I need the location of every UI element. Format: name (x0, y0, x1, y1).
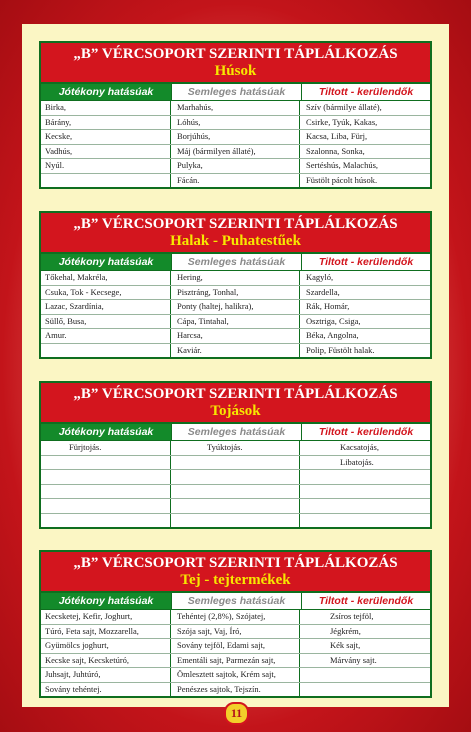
cell-neutral: Ementáli sajt, Parmezán sajt, (171, 654, 300, 668)
cell-neutral: Ponty (haltej, halikra), (171, 300, 300, 314)
cell-beneficial: Kecsketej, Kefir, Joghurt, (41, 610, 171, 624)
cell-avoid (300, 514, 430, 528)
cell-avoid: Jégkrém, (330, 625, 361, 636)
cell-avoid: Márvány sajt. (330, 654, 377, 665)
table-header (41, 43, 430, 84)
cell-neutral: Tyúktojás. (171, 441, 300, 455)
table-title: „B” VÉRCSOPORT SZERINTI TÁPLÁLKOZÁS (73, 555, 398, 571)
cell-beneficial: Bárány, (41, 116, 171, 130)
column-headers (41, 593, 430, 610)
table-row (41, 683, 430, 697)
col-avoid: Tiltott - kerülendők (302, 84, 430, 100)
cell-beneficial: Kecske sajt, Kecsketúró, (41, 654, 171, 668)
cell-neutral (171, 485, 300, 499)
column-headers (41, 424, 430, 441)
col-avoid: Tiltott - kerülendők (302, 424, 430, 440)
cell-beneficial (41, 174, 171, 188)
cell-neutral: Penészes sajtok, Tejszín. (171, 683, 300, 697)
cell-avoid: Osztriga, Csiga, (306, 315, 361, 326)
cell-beneficial: Süllő, Busa, (41, 315, 171, 329)
cell-neutral (171, 514, 300, 528)
table-row (41, 514, 430, 528)
cell-beneficial: Fürjtojás. (41, 441, 171, 455)
cell-avoid: Sertéshús, Malachús, (306, 160, 379, 170)
cell-avoid: Csirke, Tyúk, Kakas, (306, 116, 378, 127)
cell-neutral: Pulyka, (171, 159, 300, 173)
cell-beneficial: Birka, (41, 101, 171, 115)
table-row (41, 130, 430, 145)
table-row (41, 300, 430, 315)
cell-beneficial: Csuka, Tok - Kecsege, (41, 286, 171, 300)
cell-beneficial (41, 514, 171, 528)
table-row (41, 344, 430, 358)
col-neutral: Semleges hatásúak (172, 254, 302, 270)
table-row (41, 456, 430, 471)
cell-beneficial (41, 456, 171, 470)
cell-neutral: Ömlesztett sajtok, Krém sajt, (171, 668, 300, 682)
table-row (41, 625, 430, 640)
cell-avoid: Szalonna, Sonka, (306, 145, 365, 156)
cell-avoid (300, 683, 430, 697)
cell-beneficial: Gyümölcs joghurt, (41, 639, 171, 653)
cell-beneficial: Vadhús, (41, 145, 171, 159)
table-row (41, 101, 430, 116)
col-neutral: Semleges hatásúak (172, 424, 302, 440)
cell-avoid: Béka, Angolna, (306, 330, 359, 340)
table-row (41, 639, 430, 654)
cell-neutral: Szója sajt, Vaj, Író, (171, 625, 300, 639)
cell-neutral: Fácán. (171, 174, 300, 188)
cell-neutral: Máj (bármilyen állaté), (171, 145, 300, 159)
table-row (41, 145, 430, 160)
cell-neutral (171, 456, 300, 470)
col-avoid: Tiltott - kerülendők (302, 254, 430, 270)
cell-avoid (300, 485, 430, 499)
cell-beneficial: Juhsajt, Juhtúró, (41, 668, 171, 682)
table-row (41, 116, 430, 131)
col-beneficial: Jótékony hatásúak (41, 424, 172, 440)
cell-neutral: Tehéntej (2,8%), Szójatej, (171, 610, 300, 624)
table-header (41, 552, 430, 593)
table-title: „B” VÉRCSOPORT SZERINTI TÁPLÁLKOZÁS (73, 46, 398, 62)
table-row (41, 499, 430, 514)
cell-beneficial: Nyúl. (41, 159, 171, 173)
table-tej (39, 550, 432, 698)
table-title: „B” VÉRCSOPORT SZERINTI TÁPLÁLKOZÁS (73, 216, 398, 232)
cell-beneficial (41, 499, 171, 513)
cell-neutral: Pisztráng, Tonhal, (171, 286, 300, 300)
cell-avoid: Polip, Füstölt halak. (306, 344, 375, 355)
cell-neutral: Sovány tejföl, Edami sajt, (171, 639, 300, 653)
cell-neutral (171, 499, 300, 513)
table-subtitle: Halak - Puhatestűek (170, 233, 301, 249)
cell-neutral: Borjúhús, (171, 130, 300, 144)
cell-beneficial: Amur. (41, 329, 171, 343)
cell-avoid: Kék sajt, (330, 640, 361, 650)
column-headers (41, 84, 430, 101)
cell-beneficial: Tőkehal, Makréla, (41, 271, 171, 285)
table-row (41, 441, 430, 456)
table-row (41, 329, 430, 344)
column-headers (41, 254, 430, 271)
cell-avoid: Szív (bármilye állaté), (306, 102, 382, 112)
table-subtitle: Tej - tejtermékek (180, 572, 291, 588)
table-row (41, 174, 430, 188)
cell-neutral (171, 470, 300, 484)
cell-beneficial (41, 470, 171, 484)
col-avoid: Tiltott - kerülendők (302, 593, 430, 609)
cell-beneficial: Sovány tehéntej. (41, 683, 171, 697)
table-header (41, 383, 430, 424)
table-husok (39, 41, 432, 189)
table-subtitle: Tojások (210, 403, 261, 419)
cell-neutral: Hering, (171, 271, 300, 285)
table-row (41, 286, 430, 301)
table-halak (39, 211, 432, 359)
table-title: „B” VÉRCSOPORT SZERINTI TÁPLÁLKOZÁS (73, 386, 398, 402)
cell-neutral: Cápa, Tintahal, (171, 315, 300, 329)
cell-avoid: Kacsa, Liba, Fürj, (306, 131, 368, 141)
cell-avoid (300, 668, 430, 682)
col-beneficial: Jótékony hatásúak (41, 593, 172, 609)
table-header (41, 213, 430, 254)
table-row (41, 610, 430, 625)
cell-neutral: Harcsa, (171, 329, 300, 343)
table-row (41, 271, 430, 286)
table-row (41, 668, 430, 683)
cell-beneficial (41, 485, 171, 499)
cell-avoid: Libatojás. (340, 456, 374, 467)
cell-avoid: Zsíros tejföl, (330, 611, 374, 621)
page-number: 11 (224, 702, 249, 725)
cell-avoid: Füstölt pácolt húsok. (306, 174, 378, 185)
col-beneficial: Jótékony hatásúak (41, 254, 172, 270)
cell-beneficial (41, 344, 171, 358)
table-row (41, 470, 430, 485)
cell-neutral: Kaviár. (171, 344, 300, 358)
table-row (41, 315, 430, 330)
col-neutral: Semleges hatásúak (172, 84, 302, 100)
table-row (41, 485, 430, 500)
cell-avoid: Rák, Homár, (306, 301, 350, 311)
cell-neutral: Lóhús, (171, 116, 300, 130)
table-row (41, 159, 430, 174)
cell-avoid: Kacsatojás, (340, 442, 379, 452)
cell-avoid (300, 470, 430, 484)
table-row (41, 654, 430, 669)
cell-avoid (300, 499, 430, 513)
table-subtitle: Húsok (214, 63, 257, 79)
col-neutral: Semleges hatásúak (172, 593, 302, 609)
cell-avoid: Kagyló, (306, 272, 334, 282)
table-tojasok (39, 381, 432, 529)
cell-neutral: Marhahús, (171, 101, 300, 115)
cell-avoid: Szardella, (306, 286, 340, 297)
cell-beneficial: Lazac, Szardínia, (41, 300, 171, 314)
cell-beneficial: Kecske, (41, 130, 171, 144)
col-beneficial: Jótékony hatásúak (41, 84, 172, 100)
cell-beneficial: Túró, Feta sajt, Mozzarella, (41, 625, 171, 639)
